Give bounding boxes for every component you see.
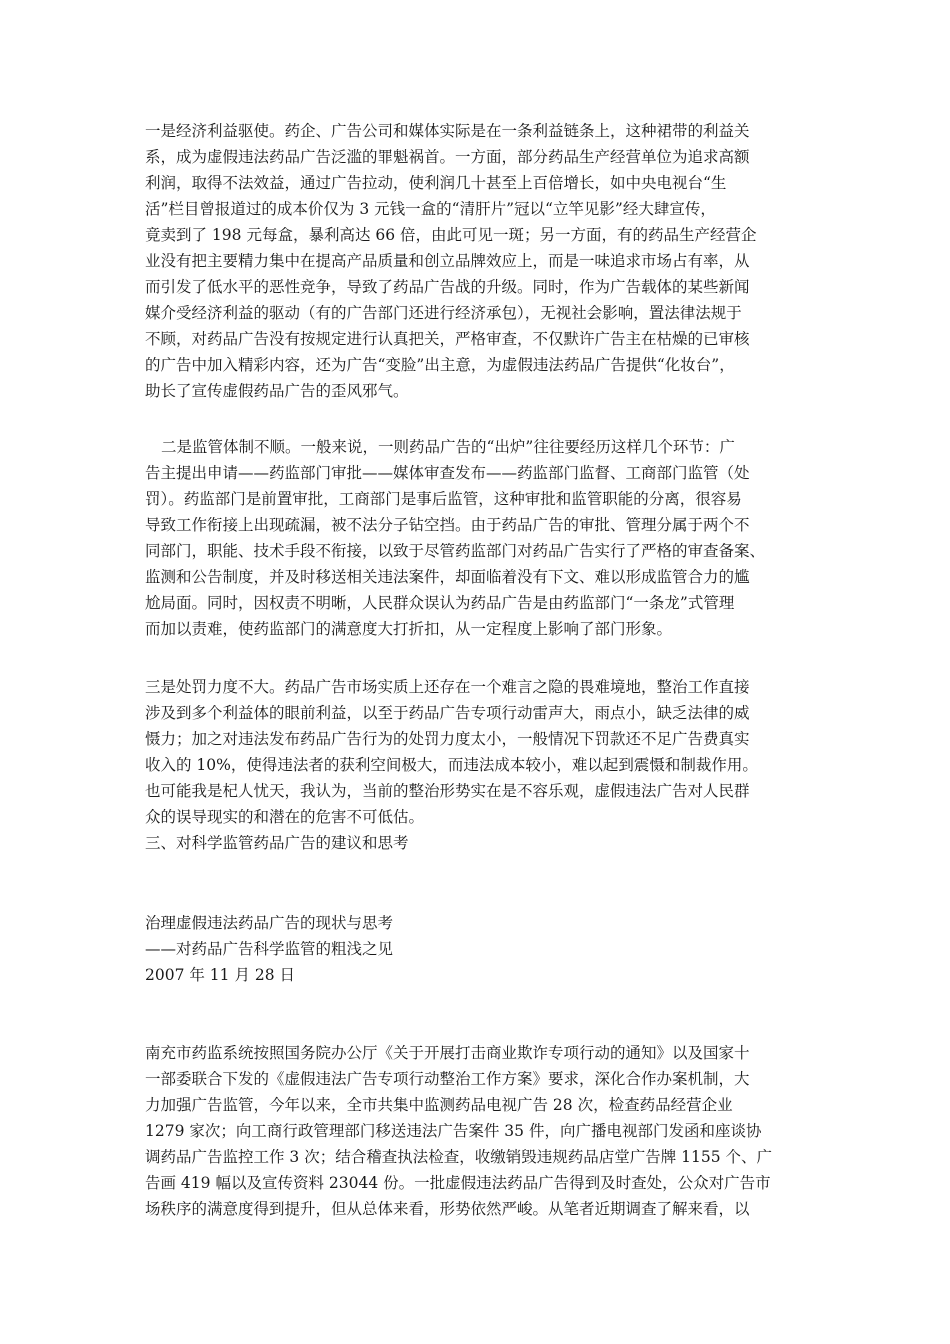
section-heading: 三、对科学监管药品广告的建议和思考: [145, 834, 409, 852]
paragraph-nanchong: [145, 1040, 817, 1222]
article-heading-block: [145, 910, 817, 988]
text-line: 导致工作衔接上出现疏漏，被不法分子钻空挡。由于药品广告的审批、管理分属于两个不: [145, 516, 750, 534]
text-line: 告画 419 幅以及宣传资料 23044 份。一批虚假违法药品广告得到及时查处，公众对广告市: [145, 1174, 771, 1192]
text-line: 罚）。药监部门是前置审批，工商部门是事后监管，这种审批和监管职能的分离，很容易: [145, 490, 742, 508]
text-line: 业没有把主要精力集中在提高产品质量和创立品牌效应上，而是一味追求市场占有率，从: [145, 252, 750, 270]
text-line: 一部委联合下发的《虚假违法广告专项行动整治工作方案》要求，深化合作办案机制，大: [145, 1070, 750, 1088]
paragraph-penalty: [145, 674, 817, 856]
text-line: 媒介受经济利益的驱动（有的广告部门还进行经济承包），无视社会影响，置法律法规于: [145, 304, 742, 322]
text-line: 告主提出申请——药监部门审批——媒体审查发布——药监部门监督、工商部门监管（处: [145, 464, 750, 482]
text-line: 竟卖到了 198 元每盒，暴利高达 66 倍，由此可见一斑；另一方面，有的药品生产经营企: [145, 226, 757, 244]
text-line: 活”栏目曾报道过的成本价仅为 3 元钱一盒的“清肝片”冠以“立竿见影”经大肆宣传，: [145, 200, 716, 218]
article-date: 2007 年 11 月 28 日: [145, 966, 296, 984]
text-line: 尬局面。同时，因权责不明晰，人民群众误认为药品广告是由药监部门“一条龙”式管理: [145, 594, 735, 612]
text-line: 而引发了低水平的恶性竞争，导致了药品广告战的升级。同时，作为广告载体的某些新闻: [145, 278, 750, 296]
text-line: 场秩序的满意度得到提升，但从总体来看，形势依然严峻。从笔者近期调查了解来看，以: [145, 1200, 750, 1218]
text-line: 收入的 10%，使得违法者的获利空间极大，而违法成本较小，难以起到震慑和制裁作用。: [145, 756, 758, 774]
text-line: 利润，取得不法效益，通过广告拉动，使利润几十甚至上百倍增长，如中央电视台“生: [145, 174, 727, 192]
article-title: 治理虚假违法药品广告的现状与思考: [145, 914, 394, 932]
paragraph-regulatory-system: [145, 434, 817, 642]
text-line: 一是经济利益驱使。药企、广告公司和媒体实际是在一条利益链条上，这种裙带的利益关: [145, 122, 750, 140]
article-subtitle: ——对药品广告科学监管的粗浅之见: [145, 940, 394, 958]
paragraph-economic-interest: [145, 118, 817, 404]
text-line: 助长了宣传虚假药品广告的歪风邪气。: [145, 382, 409, 400]
text-line: 南充市药监系统按照国务院办公厅《关于开展打击商业欺诈专项行动的通知》以及国家十: [145, 1044, 750, 1062]
text-line: 二是监管体制不顺。一般来说，一则药品广告的“出炉”往往要经历这样几个环节：广: [161, 438, 735, 456]
text-line: 涉及到多个利益体的眼前利益，以至于药品广告专项行动雷声大，雨点小，缺乏法律的威: [145, 704, 750, 722]
text-line: 调药品广告监控工作 3 次；结合稽查执法检查，收缴销毁违规药品店堂广告牌 1155 个、广: [145, 1148, 773, 1166]
text-line: 众的误导现实的和潜在的危害不可低估。: [145, 808, 425, 826]
text-line: 监测和公告制度，并及时移送相关违法案件，却面临着没有下文、难以形成监管合力的尴: [145, 568, 750, 586]
text-line: 系，成为虚假违法药品广告泛滥的罪魁祸首。一方面，部分药品生产经营单位为追求高额: [145, 148, 750, 166]
text-line: 不顾，对药品广告没有按规定进行认真把关，严格审查，不仅默许广告主在枯燥的已审核: [145, 330, 750, 348]
text-line: 慑力；加之对违法发布药品广告行为的处罚力度太小，一般情况下罚款还不足广告费真实: [145, 730, 750, 748]
text-line: 而加以责难，使药监部门的满意度大打折扣，从一定程度上影响了部门形象。: [145, 620, 673, 638]
text-line: 同部门，职能、技术手段不衔接，以致于尽管药监部门对药品广告实行了严格的审查备案、: [145, 542, 766, 560]
text-line: 也可能我是杞人忧天，我认为，当前的整治形势实在是不容乐观，虚假违法广告对人民群: [145, 782, 750, 800]
text-line: 三是处罚力度不大。药品广告市场实质上还存在一个难言之隐的畏难境地，整治工作直接: [145, 678, 750, 696]
text-line: 力加强广告监管，今年以来，全市共集中监测药品电视广告 28 次，检查药品经营企业: [145, 1096, 733, 1114]
text-line: 1279 家次；向工商行政管理部门移送违法广告案件 35 件，向广播电视部门发函和座谈协: [145, 1122, 762, 1140]
text-line: 的广告中加入精彩内容，还为广告“变脸”出主意，为虚假违法药品广告提供“化妆台”，: [145, 356, 735, 374]
